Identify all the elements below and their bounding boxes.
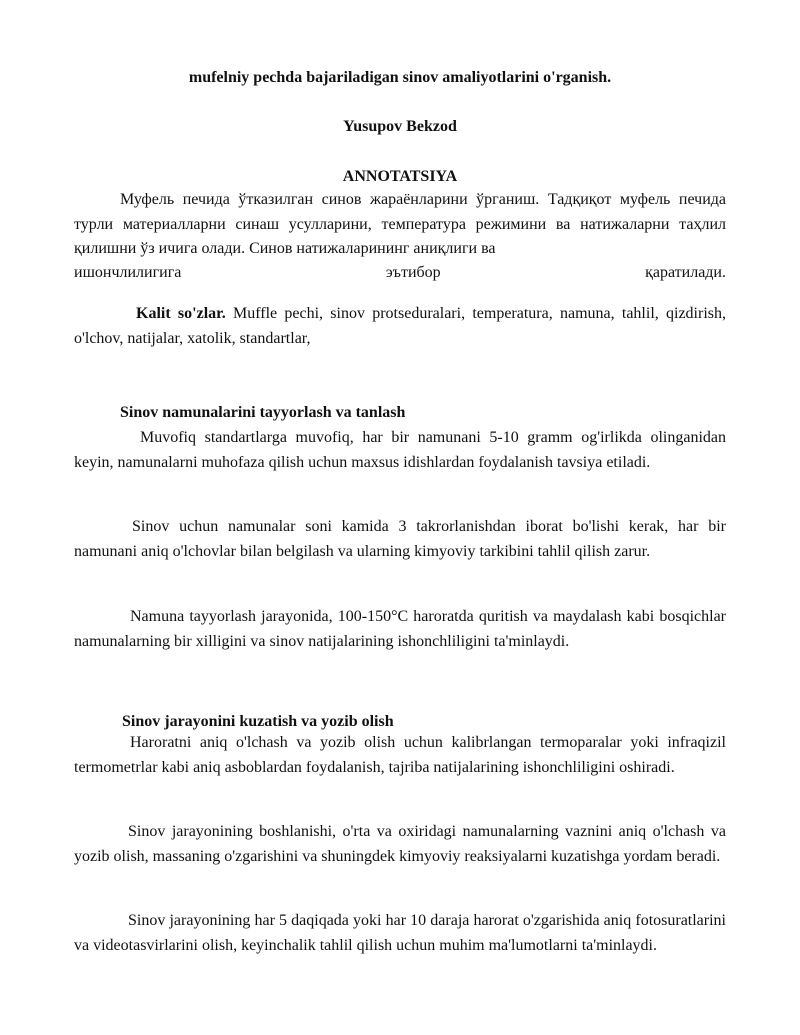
section2-paragraph-3: Sinov jarayonining har 5 daqiqada yoki har 10 daraja harorat o'zgarishida aniq fotosuratlarini va videotasvirlarini olish, keyinchalik tahlil qilish uchun muhim ma'lumotlarni ta'minlaydi. [74,912,726,954]
abstract-heading: ANNOTATSIYA [342,168,458,185]
document-page [74,0,726,1035]
keywords-paragraph [74,302,726,351]
document-author: Yusupov Bekzod [343,118,457,135]
keywords-text: Muffle pechi, sinov protseduralari, temperatura, namuna, tahlil, qizdirish, o'lchov, natijalar, xatolik, standartlar, [74,305,726,347]
section2-paragraph-2: Sinov jarayonining boshlanishi, o'rta va oxiridagi namunalarning vaznini aniq o'lchash va yozib olish, massaning o'zgarishini va shuningdek kimyoviy reaksiyalarni kuzatishga yordam beradi. [74,823,726,865]
section1-paragraph-2: Sinov uchun namunalar soni kamida 3 takrorlanishdan iborat bo'lishi kerak, har bir namunani aniq o'lchovlar bilan belgilash va ularning kimyoviy tarkibini tahlil qilish zarur. [74,518,726,560]
section1-paragraph-1: Muvofiq standartlarga muvofiq, har bir namunani 5-10 gramm og'irlikda olinganidan keyin, namunalarni muhofaza qilish uchun maxsus idishlardan foydalanish tavsiya etiladi. [74,429,726,471]
section1-heading: Sinov namunalarini tayyorlash va tanlash [120,404,406,421]
section2-paragraph-1: Haroratni aniq o'lchash va yozib olish uchun kalibrlangan termoparalar yoki infraqizil termometrlar kabi aniq asboblardan foydalanish, tajriba natijalarining ishonchliligini oshiradi. [74,734,726,776]
section2-heading: Sinov jarayonini kuzatish va yozib olish [122,713,394,730]
abstract-text-last-line: ишончлилигига эътибор қаратилади. [74,264,726,281]
document-title: mufelniy pechda bajariladigan sinov amaliyotlarini o'rganish. [188,69,612,86]
abstract-text: Муфель печида ўтказилган синов жараёнларини ўрганиш. Тадқиқот муфель печида турли материалларни синаш усулларини, температура режимини ва натижаларни таҳлил қилишни ўз ичига олади. Синов натижаларининг аниқлиги ва [74,191,726,257]
section1-paragraph-3: Namuna tayyorlash jarayonida, 100-150°C haroratda quritish va maydalash kabi bosqichlar namunalarning bir xilligini va sinov natijalarining ishonchliligini ta'minlaydi. [74,608,726,650]
keywords-label: Kalit so'zlar. [136,305,226,322]
